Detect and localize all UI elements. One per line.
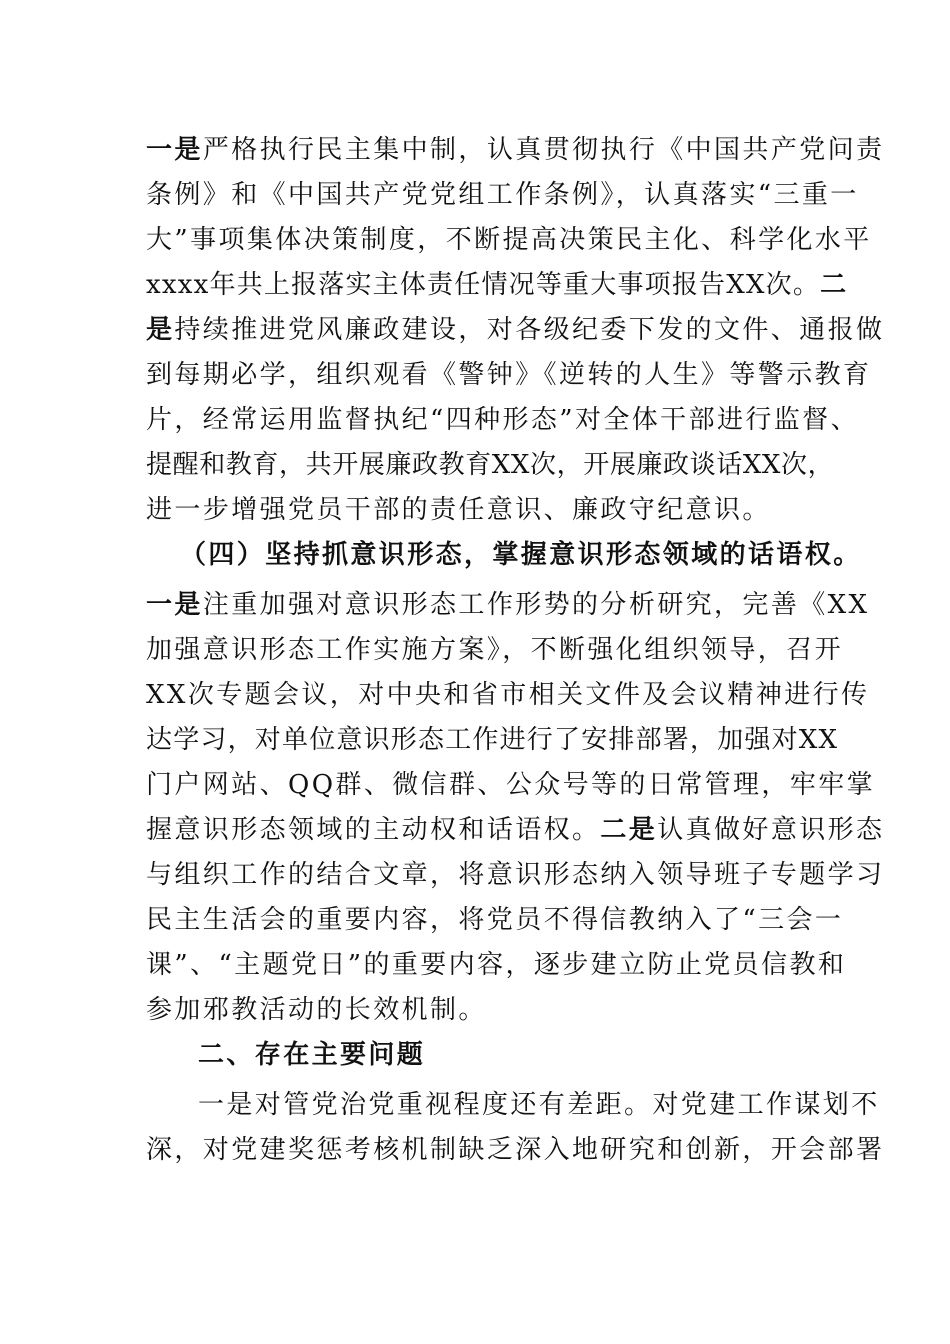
bold-lead: 是: [146, 315, 175, 345]
section-heading-2: [198, 1035, 878, 1075]
line-text: 提醒和教育，共开展廉政教育XX次，开展廉政谈话XX次，: [146, 450, 835, 480]
line-text: 持续推进党风廉政建设，对各级纪委下发的文件、通报做: [174, 315, 885, 345]
line-text: 课”、“主题党日”的重要内容，逐步建立防止党员信教和: [146, 950, 847, 980]
bold-mid: 二是: [600, 815, 658, 845]
text-line-7: [146, 400, 859, 440]
text-line-9: [146, 490, 826, 530]
line-text: xxxx年共上报落实主体责任情况等重大事项报告XX次。: [146, 270, 821, 300]
text-line-16: [146, 810, 885, 850]
line-text: 严格执行民主集中制，认真贯彻执行《中国共产党问责: [202, 135, 885, 165]
line-text: 与组织工作的结合文章，将意识形态纳入领导班子专题学习: [146, 860, 885, 890]
text-line-6: [146, 355, 872, 395]
text-line-15: [146, 765, 876, 805]
heading-text: 二、存在主要问题: [198, 1040, 426, 1070]
line-text: 进一步增强党员干部的责任意识、廉政守纪意识。: [146, 495, 771, 525]
line-text-tail: 认真做好意识形态: [657, 815, 885, 845]
text-line-5: [146, 310, 885, 350]
line-text: 民主生活会的重要内容，将党员不得信教纳入了“三会一: [146, 905, 844, 935]
text-line-11: [146, 585, 870, 625]
line-text: 一是对管党治党重视程度还有差距。对党建工作谋划不: [198, 1090, 880, 1120]
line-text: 参加邪教活动的长效机制。: [146, 995, 487, 1025]
line-text: 注重加强对意识形态工作形势的分析研究，完善《XX: [202, 590, 870, 620]
line-text: 达学习，对单位意识形态工作进行了安排部署，加强对XX: [146, 725, 839, 755]
text-line-20: [146, 990, 826, 1030]
section-heading-4: [180, 535, 860, 575]
text-line-18: [146, 900, 844, 940]
line-text: 片，经常运用监督执纪“四种形态”对全体干部进行监督、: [146, 405, 859, 435]
line-text: 加强意识形态工作实施方案》，不断强化组织领导，召开: [146, 635, 844, 665]
text-line-17: [146, 855, 885, 895]
text-line-23: [146, 1130, 885, 1170]
text-line-2: [146, 175, 859, 215]
line-text: 门户网站、QQ群、微信群、公众号等的日常管理，牢牢掌: [146, 770, 876, 800]
line-text: 深，对党建奖惩考核机制缺乏深入地研究和创新，开会部署: [146, 1135, 885, 1165]
text-line-13: [146, 675, 870, 715]
line-text: XX次专题会议，对中央和省市相关文件及会议精神进行传: [146, 680, 870, 710]
bold-lead: 一是: [146, 590, 203, 620]
bold-tail: 二: [820, 270, 848, 300]
line-text: 握意识形态领域的主动权和话语权。: [146, 815, 601, 845]
text-line-4: [146, 265, 848, 305]
bold-lead: 一是: [146, 135, 203, 165]
text-line-12: [146, 630, 844, 670]
text-line-22: [198, 1085, 878, 1125]
text-line-8: [146, 445, 835, 485]
text-line-1: [146, 130, 885, 170]
text-line-14: [146, 720, 839, 760]
line-text: 大”事项集体决策制度，不断提高决策民主化、科学化水平: [146, 225, 872, 255]
heading-text: （四）坚持抓意识形态，掌握意识形态领域的话语权。: [180, 540, 862, 570]
line-text: 条例》和《中国共产党党组工作条例》，认真落实“三重一: [146, 180, 859, 210]
text-line-3: [146, 220, 872, 260]
line-text: 到每期必学，组织观看《警钟》《逆转的人生》等警示教育: [146, 360, 872, 390]
text-line-19: [146, 945, 847, 985]
